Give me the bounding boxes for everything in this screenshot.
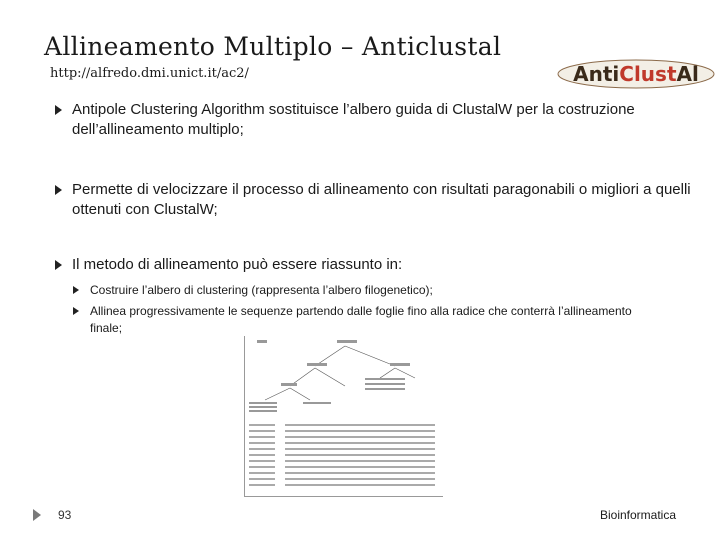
sub-bullet-1-text: Costruire l’albero di clustering (rappresenta l’albero filogenetico); [90,283,433,297]
slide-url[interactable]: http://alfredo.dmi.unict.it/ac2/ [50,66,249,81]
sub-bullet-arrow-icon [73,307,79,315]
bullet-3-text: Il metodo di allineamento può essere riassunto in: [72,256,403,273]
slide-title: Allineamento Multiplo – Anticlustal [44,32,502,61]
anticlustal-logo [556,58,716,90]
sub-bullet-arrow-icon [73,286,79,294]
sub-bullet-2-text: Allinea progressivamente le sequenze partendo dalle foglie fino alla radice che conterrà l’allineamento finale; [90,304,632,335]
bullet-arrow-icon [55,185,62,195]
bullet-arrow-icon [55,105,62,115]
clustering-tree-figure [244,336,443,497]
footer-arrow-icon [33,509,41,521]
page-number: 93 [58,508,72,522]
svg-text:AntiClustAl: AntiClustAl [573,62,699,86]
bullet-2-text: Permette di velocizzare il processo di allineamento con risultati paragonabili o migliori a quelli ottenuti con ClustalW; [72,181,691,218]
bullet-1-text: Antipole Clustering Algorithm sostituisce l’albero guida di ClustalW per la costruzione dell’allineamento multiplo; [72,101,635,138]
footer-label: Bioinformatica [599,508,676,522]
bullet-arrow-icon [55,260,62,270]
